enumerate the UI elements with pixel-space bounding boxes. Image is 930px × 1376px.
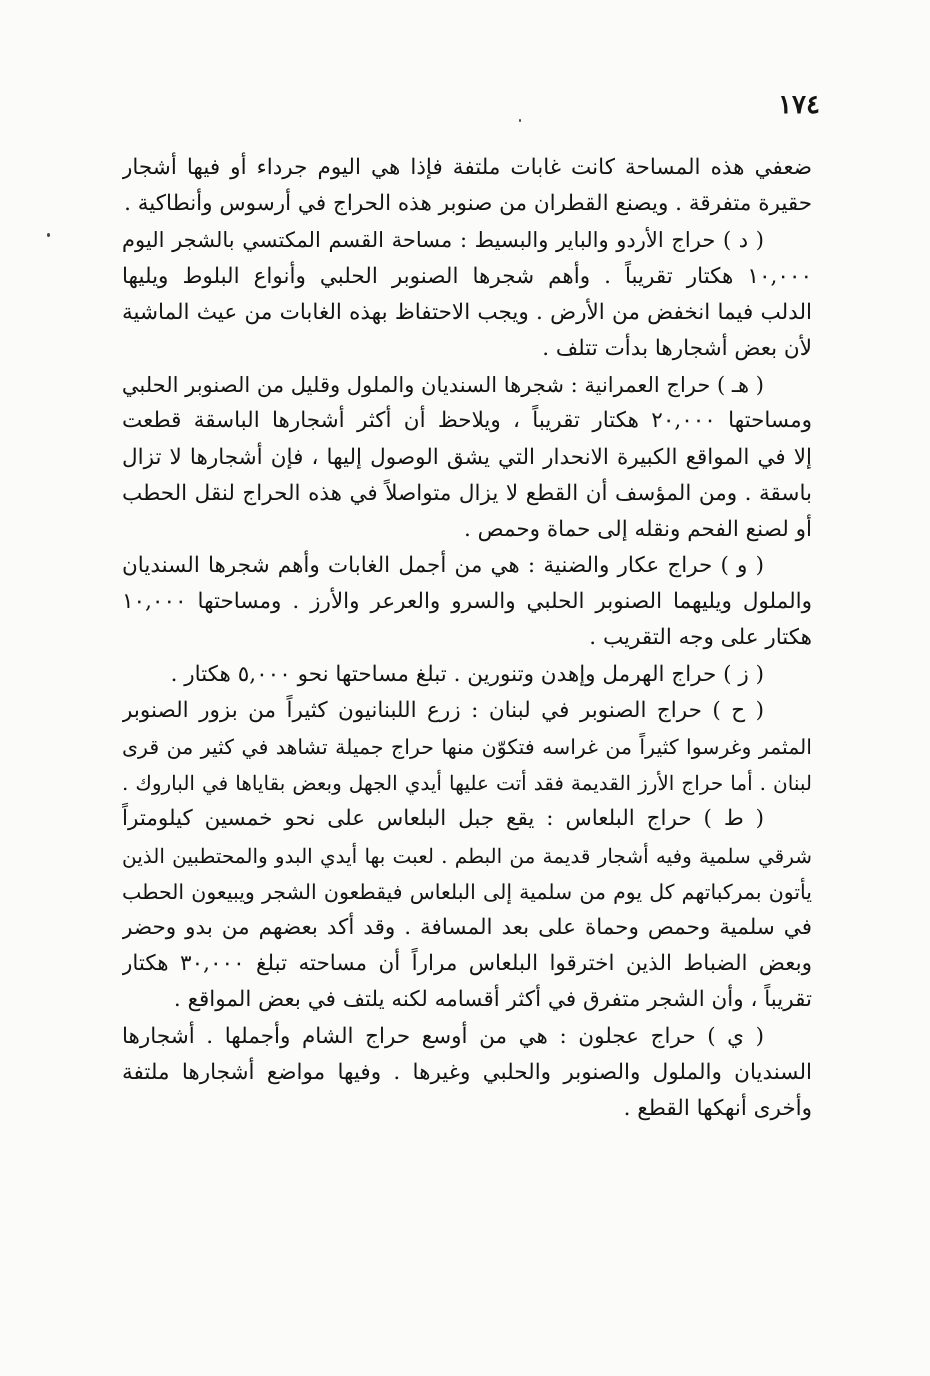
text-line: ( د ) حراج الأردو والباير والبسيط : مساحة القسم المكتسي بالشجر اليوم — [122, 228, 764, 253]
paragraph-section-zay — [122, 657, 812, 693]
text-line: ( و ) حراج عكار والضنية : هي من أجمل الغابات وأهم شجرها السنديان — [122, 553, 764, 579]
text-line: ضعفي هذه المساحة كانت غابات ملتفة فإذا هي اليوم جرداء أو فيها أشجار — [122, 155, 812, 180]
text-line: ( هـ ) حراج العمرانية : شجرها السنديان والملول وقليل من الصنوبر الحلبي — [122, 373, 764, 398]
scan-speck — [47, 233, 50, 237]
paragraph-section-ha — [122, 367, 812, 548]
scan-speck — [519, 119, 521, 122]
text-line: لأن بعض أشجارها بدأت تتلف . — [542, 335, 812, 361]
text-line: لبنان . أما حراج الأرز القديمة فقد أتت عليها أيدي الجهل وبعض بقاياها في الباروك . — [122, 771, 812, 796]
text-line: في سلمية وحمص وحماة على بعد المسافة . وقد أكد بعضهم من بدو وحضر — [122, 914, 812, 940]
paragraph-section-waw — [122, 548, 812, 657]
text-line: حقيرة متفرقة . ويصنع القطران من صنوبر هذه الحراج في أرسوس وأنطاكية . — [124, 191, 812, 217]
text-line: ( ط ) حراج البلعاس : يقع جبل البلعاس على نحو خمسين كيلومتراً — [122, 806, 764, 832]
text-line: شرقي سلمية وفيه أشجار قديمة من البطم . لعبت بها أيدي البدو والمحتطبين الذين — [122, 843, 812, 868]
body-text — [122, 150, 812, 1127]
text-line: وأخرى أنهكها القطع . — [623, 1095, 812, 1121]
paragraph-intro — [122, 150, 812, 222]
page-number: ١٧٤ — [778, 90, 820, 120]
text-line: وبعض الضباط الذين اخترقوا البلعاس مراراً أن مساحته تبلغ ٣٠,٠٠٠ هكتار — [122, 951, 812, 977]
text-line: المثمر وغرسوا كثيراً من غراسه فتكوّن منها حراج جميلة تشاهد في كثير من قرى — [122, 735, 812, 759]
text-line: والملول ويليهما الصنوبر الحلبي والسرو والعرعر والأرز . ومساحتها ١٠,٠٠٠ — [122, 589, 812, 615]
paragraph-section-ha-lebanon — [122, 693, 812, 802]
text-line: السنديان والملول والصنوبر والحلبي وغيرها . وفيها مواضع أشجارها ملتفة — [122, 1059, 812, 1085]
text-line: يأتون بمركباتهم كل يوم من سلمية إلى البلعاس فيقطعون الشجر ويبيعون الحطب — [122, 879, 812, 904]
text-line: هكتار على وجه التقريب . — [589, 625, 812, 651]
text-line: ١٠,٠٠٠ هكتار تقريباً . وأهم شجرها الصنوبر الحلبي وأنواع البلوط ويليها — [122, 263, 812, 289]
paragraph-section-ta — [122, 801, 812, 1018]
paragraph-section-dal — [122, 222, 812, 367]
text-line: ( ح ) حراج الصنوبر في لبنان : زرع اللبنانيون كثيراً من بزور الصنوبر — [122, 697, 764, 723]
text-line: ( ي ) حراج عجلون : هي من أوسع حراج الشام وأجملها . أشجارها — [122, 1023, 764, 1049]
text-line: الدلب فيما انخفض من الأرض . ويجب الاحتفاظ بهذه الغابات من عيث الماشية — [122, 299, 812, 325]
text-line: أو لصنع الفحم ونقله إلى حماة وحمص . — [463, 516, 812, 542]
paragraph-section-ya — [122, 1019, 812, 1128]
text-line: ومساحتها ٢٠,٠٠٠ هكتار تقريباً ، ويلاحظ أن أكثر أشجارها الباسقة قطعت — [122, 408, 812, 434]
text-line: ( ز ) حراج الهرمل وإهدن وتنورين . تبلغ مساحتها نحو ٥,٠٠٠ هكتار . — [170, 661, 764, 687]
text-line: إلا في المواقع الكبيرة الانحدار التي يشق الوصول إليها ، فإن أشجارها لا تزال — [122, 444, 812, 470]
text-line: باسقة . ومن المؤسف أن القطع لا يزال متواصلاً في هذه الحراج لنقل الحطب — [122, 480, 812, 506]
text-line: تقريباً ، وأن الشجر متفرق في أكثر أقسامه لكنه يلتف في بعض المواقع . — [173, 987, 812, 1013]
